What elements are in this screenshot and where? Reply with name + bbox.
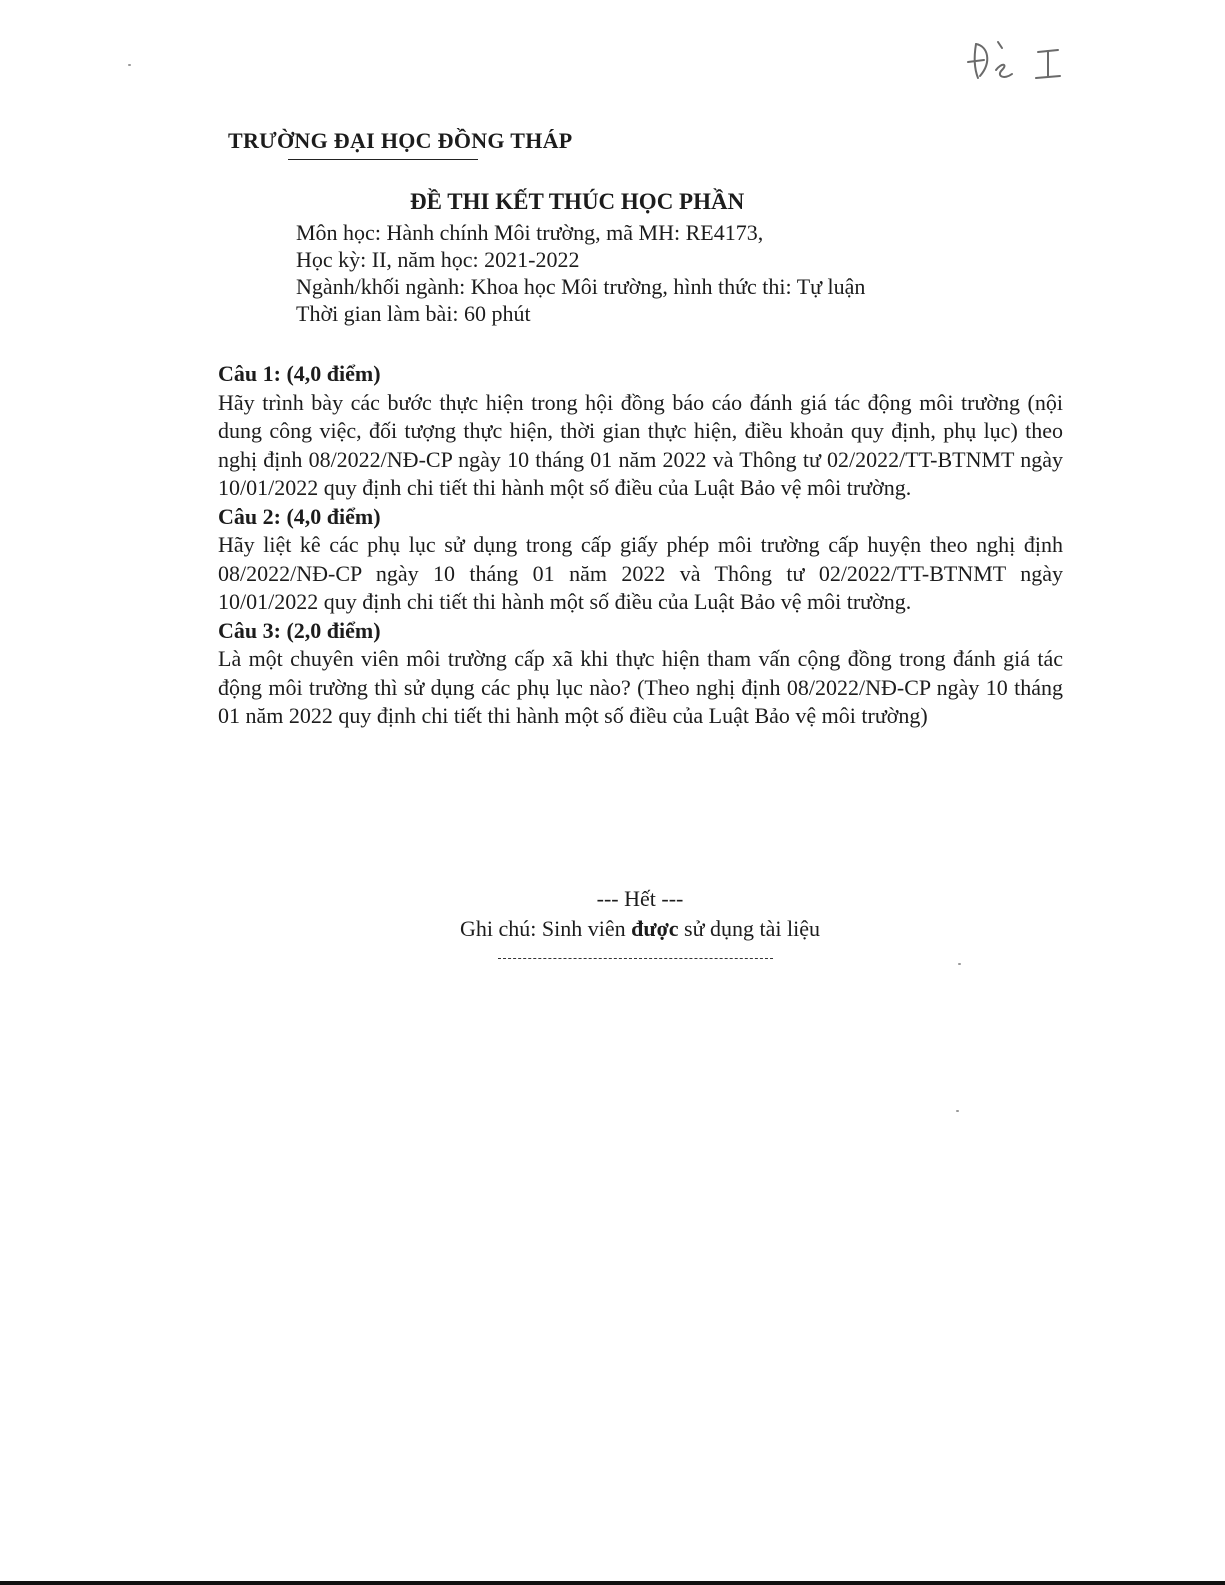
- exam-info-semester: Học kỳ: II, năm học: 2021-2022: [296, 247, 580, 272]
- question-body: Hãy trình bày các bước thực hiện trong hội đồng báo cáo đánh giá tác động môi trường (nội dung công việc, đối tượng thực hiện, thời gian thực hiện, điều khoản quy định, phụ lục) theo nghị định 08/2022/NĐ-CP ngày 10 tháng 01 năm 2022 và Thông tư 02/2022/TT-BTNMT ngày 10/01/2022 quy định chi tiết thi hành một số điều của Luật Bảo vệ môi trường.: [218, 389, 1063, 500]
- question-3: [218, 617, 1063, 731]
- footer-note-emphasis: được: [631, 916, 679, 941]
- footer-dashed-rule: [498, 958, 773, 959]
- question-body: Hãy liệt kê các phụ lục sử dụng trong cấp giấy phép môi trường cấp huyện theo nghị định 08/2022/NĐ-CP ngày 10 tháng 01 năm 2022 và Thông tư 02/2022/TT-BTNMT ngày 10/01/2022 quy định chi tiết thi hành một số điều của Luật Bảo vệ môi trường.: [218, 532, 1063, 614]
- footer-note-prefix: Ghi chú: Sinh viên: [460, 916, 632, 941]
- footer-note-suffix: sử dụng tài liệu: [678, 916, 820, 941]
- exam-title: ĐỀ THI KẾT THÚC HỌC PHẦN: [410, 189, 745, 214]
- scan-speck: [128, 64, 131, 66]
- question-heading: Câu 2: (4,0 điểm): [218, 503, 381, 529]
- question-heading: Câu 1: (4,0 điểm): [218, 361, 381, 386]
- school-name: TRƯỜNG ĐẠI HỌC ĐỒNG THÁP: [228, 128, 573, 153]
- exam-info-major: Ngành/khối ngành: Khoa học Môi trường, hình thức thi: Tự luận: [296, 274, 866, 299]
- handwritten-mark: [962, 32, 1072, 92]
- question-body: Là một chuyên viên môi trường cấp xã khi thực hiện tham vấn cộng đồng trong đánh giá tác động môi trường thì sử dụng các phụ lục nào? (Theo nghị định 08/2022/NĐ-CP ngày 10 tháng 01 năm 2022 quy định chi tiết thi hành một số điều của Luật Bảo vệ môi trường): [218, 646, 1063, 728]
- exam-footer: [360, 884, 920, 944]
- scan-bottom-edge: [0, 1581, 1225, 1585]
- question-1: [218, 360, 1063, 503]
- footer-note: [360, 914, 920, 944]
- exam-info-duration: Thời gian làm bài: 60 phút: [296, 301, 531, 326]
- scan-speck: [958, 963, 961, 965]
- end-marker: --- Hết ---: [596, 886, 684, 911]
- exam-info: [296, 219, 865, 327]
- question-2: [218, 503, 1063, 617]
- scan-speck: [956, 1110, 959, 1112]
- exam-info-subject: Môn học: Hành chính Môi trường, mã MH: RE4173,: [296, 220, 764, 245]
- question-heading: Câu 3: (2,0 điểm): [218, 617, 381, 643]
- question-list: [218, 360, 1063, 731]
- school-underline: [288, 159, 478, 160]
